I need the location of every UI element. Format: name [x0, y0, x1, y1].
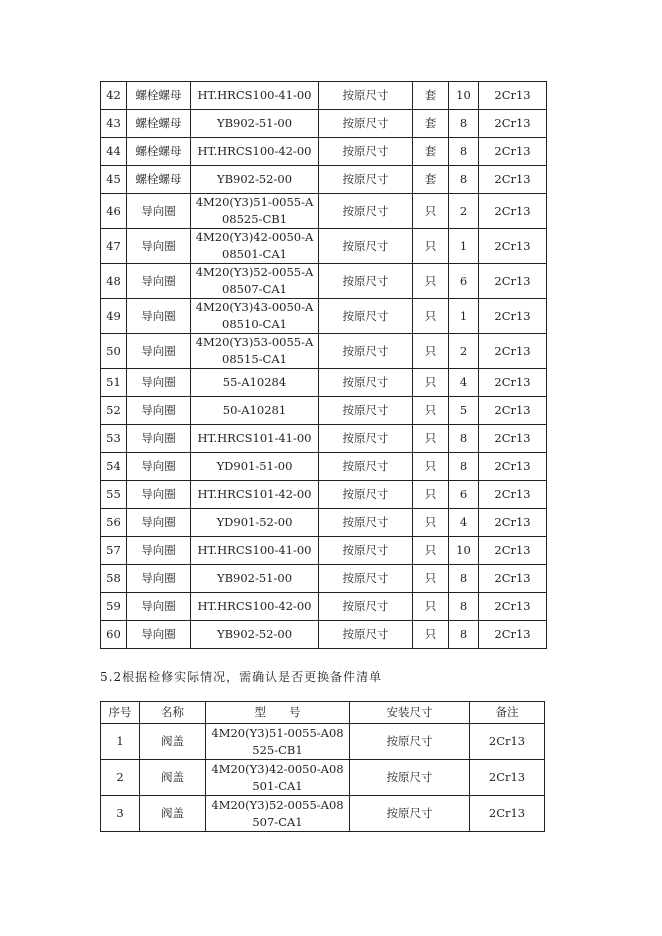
table-cell: 44: [101, 138, 127, 166]
table-cell: 螺栓螺母: [127, 82, 191, 110]
header-cell: 型 号: [206, 702, 350, 724]
table-cell: 50-A10281: [191, 397, 319, 425]
table-cell: 4: [449, 369, 479, 397]
table-row: [101, 481, 547, 509]
table-cell: 45: [101, 166, 127, 194]
table-cell: 47: [101, 229, 127, 264]
table-cell: 按原尺寸: [319, 537, 413, 565]
table-cell: 60: [101, 621, 127, 649]
table-cell: 57: [101, 537, 127, 565]
table-cell: 2Cr13: [479, 138, 547, 166]
table-row: [101, 453, 547, 481]
table-cell: 只: [413, 194, 449, 229]
table-cell: 55-A10284: [191, 369, 319, 397]
table-cell: 51: [101, 369, 127, 397]
table-cell: YB902-51-00: [191, 110, 319, 138]
table-row: [101, 194, 547, 229]
table-cell: 只: [413, 425, 449, 453]
replacement-parts-table: [100, 701, 545, 832]
table-cell: 按原尺寸: [319, 621, 413, 649]
table-cell: 按原尺寸: [319, 82, 413, 110]
table-cell: 2Cr13: [479, 425, 547, 453]
table-cell: 按原尺寸: [319, 481, 413, 509]
table-cell: 按原尺寸: [319, 425, 413, 453]
table-cell: 按原尺寸: [319, 369, 413, 397]
header-cell: 序号: [101, 702, 140, 724]
table-row: [101, 537, 547, 565]
table-cell: 4: [449, 509, 479, 537]
table-cell: HT.HRCS100-41-00: [191, 537, 319, 565]
table-cell: 导向圈: [127, 397, 191, 425]
table-cell: 2Cr13: [479, 593, 547, 621]
table-cell: 4M20(Y3)52-0055-A08 507-CA1: [206, 796, 350, 832]
table-cell: 49: [101, 299, 127, 334]
table-cell: 只: [413, 593, 449, 621]
table-cell: 48: [101, 264, 127, 299]
table-cell: 导向圈: [127, 425, 191, 453]
table-cell: YB902-51-00: [191, 565, 319, 593]
table-cell: 按原尺寸: [319, 453, 413, 481]
table-row: [101, 369, 547, 397]
table-cell: 2Cr13: [470, 724, 545, 760]
table-cell: 2Cr13: [479, 397, 547, 425]
table-cell: 只: [413, 621, 449, 649]
table-row: [101, 425, 547, 453]
table-cell: YB902-52-00: [191, 621, 319, 649]
header-cell: 备注: [470, 702, 545, 724]
header-cell: 安装尺寸: [350, 702, 470, 724]
table-row: [101, 593, 547, 621]
table-cell: 导向圈: [127, 369, 191, 397]
table-cell: 6: [449, 481, 479, 509]
table-cell: 8: [449, 621, 479, 649]
table-cell: 导向圈: [127, 229, 191, 264]
table-cell: 螺栓螺母: [127, 138, 191, 166]
table-cell: 按原尺寸: [319, 397, 413, 425]
table-row: [101, 760, 545, 796]
table-cell: YD901-51-00: [191, 453, 319, 481]
table-cell: 套: [413, 82, 449, 110]
table-cell: 按原尺寸: [319, 264, 413, 299]
table-cell: 导向圈: [127, 299, 191, 334]
table-cell: 2Cr13: [479, 264, 547, 299]
table-cell: 8: [449, 425, 479, 453]
table-row: [101, 82, 547, 110]
table-cell: 螺栓螺母: [127, 110, 191, 138]
table-cell: 5: [449, 397, 479, 425]
table-cell: 导向圈: [127, 334, 191, 369]
table-cell: 2Cr13: [470, 760, 545, 796]
table-row: [101, 229, 547, 264]
table-cell: 10: [449, 82, 479, 110]
table-cell: 2Cr13: [479, 453, 547, 481]
table-cell: 按原尺寸: [319, 299, 413, 334]
table-cell: 8: [449, 565, 479, 593]
table-cell: 8: [449, 453, 479, 481]
table-cell: 2Cr13: [479, 110, 547, 138]
table-cell: 8: [449, 166, 479, 194]
table-cell: 螺栓螺母: [127, 166, 191, 194]
table-cell: 按原尺寸: [319, 593, 413, 621]
table-cell: 2Cr13: [479, 82, 547, 110]
table-row: [101, 264, 547, 299]
table-cell: 按原尺寸: [319, 194, 413, 229]
table-cell: 只: [413, 509, 449, 537]
table-cell: 53: [101, 425, 127, 453]
table-cell: 43: [101, 110, 127, 138]
table-cell: 只: [413, 299, 449, 334]
table-cell: 按原尺寸: [350, 760, 470, 796]
table-header-row: [101, 702, 545, 724]
table-cell: 1: [101, 724, 140, 760]
header-cell: 名称: [140, 702, 206, 724]
table-cell: 阀盖: [140, 760, 206, 796]
table-cell: 2Cr13: [479, 621, 547, 649]
table-cell: 2Cr13: [470, 796, 545, 832]
table-cell: 58: [101, 565, 127, 593]
table-cell: 1: [449, 229, 479, 264]
table-cell: 导向圈: [127, 565, 191, 593]
table-cell: HT.HRCS100-42-00: [191, 593, 319, 621]
table-cell: 4M20(Y3)51-0055-A08 525-CB1: [206, 724, 350, 760]
table-cell: 按原尺寸: [319, 110, 413, 138]
table-cell: 3: [101, 796, 140, 832]
table-cell: 2Cr13: [479, 334, 547, 369]
table-cell: 按原尺寸: [319, 565, 413, 593]
table-cell: 只: [413, 397, 449, 425]
table-cell: 2Cr13: [479, 229, 547, 264]
table-cell: 只: [413, 229, 449, 264]
table-cell: 只: [413, 334, 449, 369]
table-cell: YB902-52-00: [191, 166, 319, 194]
table-cell: 2: [101, 760, 140, 796]
table-row: [101, 724, 545, 760]
table-row: [101, 138, 547, 166]
table-cell: 50: [101, 334, 127, 369]
table-cell: 2Cr13: [479, 299, 547, 334]
table-cell: 55: [101, 481, 127, 509]
table-cell: 导向圈: [127, 509, 191, 537]
table-cell: 按原尺寸: [319, 166, 413, 194]
table-cell: 2Cr13: [479, 509, 547, 537]
table-cell: HT.HRCS101-41-00: [191, 425, 319, 453]
table-cell: 59: [101, 593, 127, 621]
table-cell: 4M20(Y3)42-0050-A 08501-CA1: [191, 229, 319, 264]
table-row: [101, 397, 547, 425]
table-cell: 导向圈: [127, 481, 191, 509]
table-cell: 按原尺寸: [319, 334, 413, 369]
table-cell: 导向圈: [127, 194, 191, 229]
table-row: [101, 621, 547, 649]
table-cell: 2Cr13: [479, 166, 547, 194]
table-cell: 2Cr13: [479, 369, 547, 397]
table-cell: 导向圈: [127, 264, 191, 299]
table-cell: 8: [449, 110, 479, 138]
table-cell: 导向圈: [127, 453, 191, 481]
table-cell: 2Cr13: [479, 565, 547, 593]
table-cell: 只: [413, 264, 449, 299]
table-cell: 2: [449, 194, 479, 229]
table-cell: 只: [413, 537, 449, 565]
table-cell: 4M20(Y3)43-0050-A 08510-CA1: [191, 299, 319, 334]
table-cell: 2Cr13: [479, 194, 547, 229]
table-cell: HT.HRCS101-42-00: [191, 481, 319, 509]
table-cell: 只: [413, 453, 449, 481]
table-cell: 套: [413, 166, 449, 194]
table-cell: 10: [449, 537, 479, 565]
table-row: [101, 796, 545, 832]
table-row: [101, 565, 547, 593]
table-cell: 1: [449, 299, 479, 334]
table-cell: 2Cr13: [479, 537, 547, 565]
table-cell: YD901-52-00: [191, 509, 319, 537]
table-cell: 套: [413, 138, 449, 166]
table-cell: 只: [413, 565, 449, 593]
table-cell: HT.HRCS100-41-00: [191, 82, 319, 110]
table-cell: 只: [413, 369, 449, 397]
table-row: [101, 334, 547, 369]
table-cell: 阀盖: [140, 796, 206, 832]
table-cell: 6: [449, 264, 479, 299]
table-cell: 导向圈: [127, 621, 191, 649]
table-cell: 套: [413, 110, 449, 138]
table-cell: 2Cr13: [479, 481, 547, 509]
table-cell: 导向圈: [127, 537, 191, 565]
table-cell: 8: [449, 138, 479, 166]
table-cell: 42: [101, 82, 127, 110]
table-cell: 按原尺寸: [350, 724, 470, 760]
table-cell: 4M20(Y3)53-0055-A 08515-CA1: [191, 334, 319, 369]
table-cell: HT.HRCS100-42-00: [191, 138, 319, 166]
table-cell: 46: [101, 194, 127, 229]
table-row: [101, 110, 547, 138]
table-cell: 52: [101, 397, 127, 425]
table-row: [101, 509, 547, 537]
table-cell: 阀盖: [140, 724, 206, 760]
table-cell: 按原尺寸: [319, 509, 413, 537]
table-cell: 只: [413, 481, 449, 509]
table-cell: 56: [101, 509, 127, 537]
table-cell: 54: [101, 453, 127, 481]
table-cell: 按原尺寸: [319, 229, 413, 264]
table-cell: 按原尺寸: [319, 138, 413, 166]
spare-parts-table: [100, 81, 547, 649]
table-cell: 4M20(Y3)42-0050-A08 501-CA1: [206, 760, 350, 796]
table-cell: 4M20(Y3)51-0055-A 08525-CB1: [191, 194, 319, 229]
table-cell: 按原尺寸: [350, 796, 470, 832]
table-cell: 导向圈: [127, 593, 191, 621]
section-title: 5.2根据检修实际情况，需确认是否更换备件清单: [100, 670, 383, 684]
table-cell: 4M20(Y3)52-0055-A 08507-CA1: [191, 264, 319, 299]
table-row: [101, 166, 547, 194]
table-cell: 2: [449, 334, 479, 369]
table-row: [101, 299, 547, 334]
table-cell: 8: [449, 593, 479, 621]
